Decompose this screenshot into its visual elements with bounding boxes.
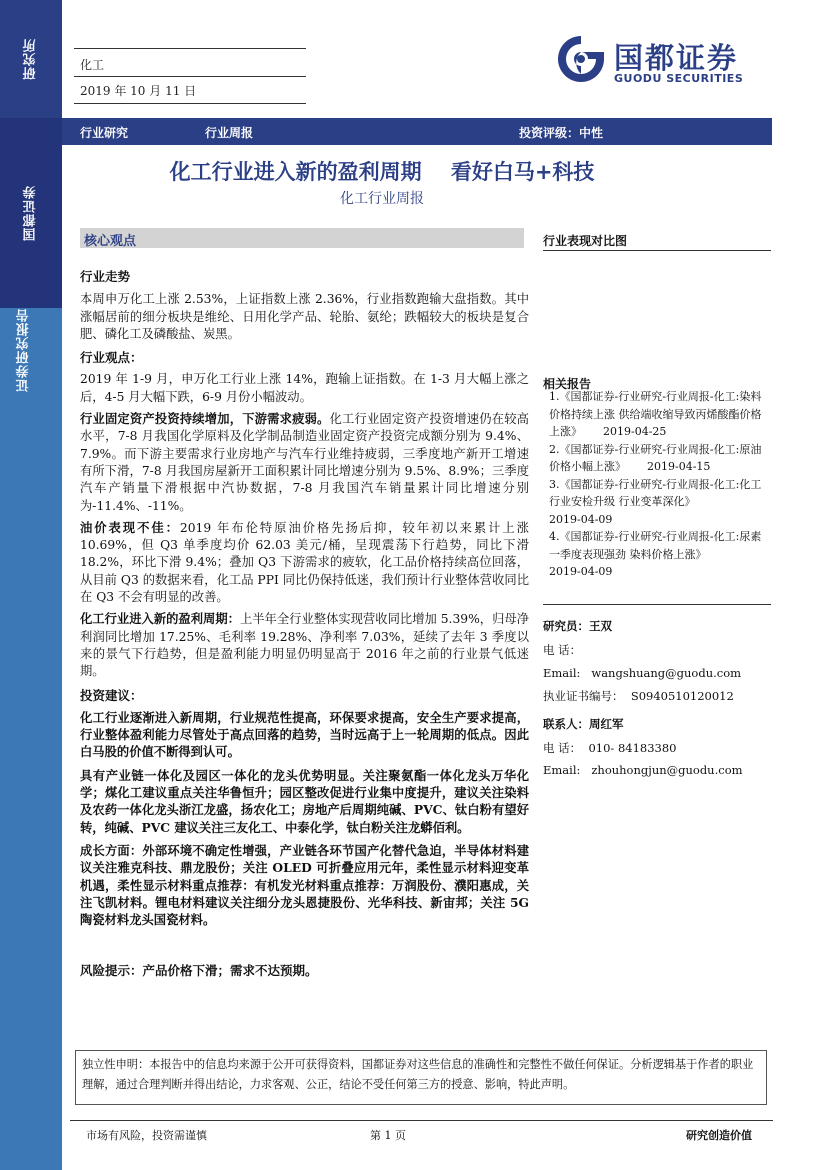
sidebar-report-label: 证券研究报告: [0, 308, 62, 1170]
footer-slogan: 研究创造价值: [686, 1129, 752, 1142]
header-category: 化工: [80, 58, 105, 72]
advice-title: 投资建议：: [80, 687, 143, 703]
trend-text: 本周申万化工上涨 2.53%，上证指数上涨 2.36%，行业指数跑输大盘指数。其中涨幅居前的细分板块是维纶、日用化学产品、轮胎、氨纶；跌幅较大的板块是复合肥、磷化工及磷酸盐、炭黑。: [80, 292, 529, 341]
advice-p2: 具有产业链一体化及园区一体化的龙头优势明显。关注聚氨酯一体化龙头万华化学；煤化工建议重点关注华鲁恒升；园区整改促进行业集中度提升，建议关注染料及农药一体化龙头浙江龙盛，扬农化工；房地产后周期纯碱、PVC、钛白粉有望好转，纯碱、PVC 建议关注三友化工、中泰化学，钛白粉关注龙蟒佰利。: [80, 767, 529, 835]
related-reports-list: [549, 388, 771, 581]
core-view-box: [80, 228, 524, 248]
cycle-text: 上半年全行业整体实现营收同比增加 5.39%，归母净利润同比增加 17.25%、毛利率 19.28%、净利率 7.03%，延续了去年 3 季度以来的景气下行趋势，但是盈利能力明显仍明显高于 2016 年之前的行业景气低迷期。: [80, 612, 529, 679]
invest-lead: 行业固定资产投资持续增加，下游需求疲弱。: [80, 411, 330, 427]
company-logo: [556, 34, 756, 94]
header-rule-bottom: [74, 103, 306, 104]
band-type: 行业研究: [80, 126, 129, 140]
analyst-name: 研究员：王双: [543, 619, 612, 633]
cycle-paragraph: [80, 610, 529, 680]
compare-rule: [543, 250, 771, 251]
logo-name-cn: 国都证券: [614, 41, 739, 75]
view-title: 行业观点：: [80, 350, 143, 366]
trend-title: 行业走势: [80, 269, 131, 284]
related-title: 相关报告: [543, 377, 592, 391]
disclaimer-box: 独立性申明：本报告中的信息均来源于公开可获得资料，国都证券对这些信息的准确性和完整性不做任何保证。分析逻辑基于作者的职业理解，通过合理判断并得出结论，力求客观、公正，结论不受任何第三方的授意、影响，特此声明。: [75, 1050, 767, 1105]
header-rule-mid: [74, 76, 306, 77]
analyst-license: 执业证书编号： S0940510120012: [543, 689, 734, 703]
core-view-label: 核心观点: [84, 234, 137, 249]
footer-risk-note: 市场有风险，投资需谨慎: [86, 1129, 207, 1142]
related-item[interactable]: 3.《国都证券-行业研究-行业周报-化工:化工行业安检升级 行业变革深化》 2019-04-09: [549, 477, 762, 526]
risk-warning: 风险提示：产品价格下滑；需求不达预期。: [80, 963, 318, 978]
compare-chart-title: 行业表现对比图: [543, 234, 628, 248]
related-item[interactable]: 4.《国都证券-行业研究-行业周报-化工:尿素一季度表现强劲 染料价格上涨》 2019-04-09: [549, 530, 762, 578]
band-subtype: 行业周报: [205, 126, 254, 140]
advice-p1: 化工行业逐渐进入新周期，行业规范性提高，环保要求提高，安全生产要求提高，行业整体盈利能力尽管处于高点回落的趋势，当时远高于上一轮周期的低点。因此白马股的价值不断得到认可。: [80, 709, 529, 760]
oil-paragraph: [80, 519, 529, 606]
analyst-email: Email: wangshuang@guodu.com: [543, 666, 742, 680]
main-body: [80, 268, 529, 928]
report-type-band: [62, 118, 772, 145]
advice-p3: 成长方面：外部环境不确定性增强，产业链各环节国产化替代急迫，半导体材料建议关注雅克科技、鼎龙股份；关注 OLED 可折叠应用元年，柔性显示材料迎变革机遇，柔性显示材料重点推荐：有机发光材料重点推荐：万润股份、濮阳惠成，关注飞凯材料。锂电材料建议关注细分龙头恩捷股份、光华科技、新宙邦；关注 5G 陶瓷材料龙头国瓷材料。: [80, 842, 529, 928]
related-item[interactable]: 2.《国都证券-行业研究-行业周报-化工:原油价格小幅上涨》 2019-04-15: [549, 442, 762, 473]
report-title: 化工行业进入新的盈利周期 看好白马+科技: [169, 160, 595, 184]
contact-phone: 电 话： 010- 84183380: [543, 741, 677, 755]
contact-name: 联系人：周红军: [543, 717, 624, 731]
related-item[interactable]: 1.《国都证券-行业研究-行业周报-化工:染料价格持续上涨 供给端收缩导致丙烯酸酯价格上涨》 2019-04-25: [549, 390, 762, 438]
invest-text: 化工行业固定资产投资增速仍在较高水平，7-8 月我国化学原料及化学制品制造业固定资产投资完成额分别为 9.4%、7.9%。而下游主要需求行业房地产与汽车行业维持疲弱，三季度地产新开工增速有所下滑，7-8 月我国房屋新开工面积累计同比增速分别为 9.5%、8.9%；三季度汽车产销量下滑根据中汽协数据，7-8 月我国汽车销量累计同比增速分别为-11.4%、-11%。: [80, 412, 529, 513]
header-rule-top: [74, 48, 306, 49]
report-subtitle: 化工行业周报: [340, 191, 424, 207]
cycle-lead: 化工行业进入新的盈利周期：: [80, 611, 240, 627]
footer-rule: [70, 1120, 773, 1121]
analyst-phone: 电 话：: [543, 643, 582, 657]
view-text: 2019 年 1-9 月，申万化工行业上涨 14%，跑输上证指数。在 1-3 月大幅上涨之后，4-5 月大幅下跌，6-9 月份小幅波动。: [80, 372, 529, 404]
logo-mark-icon: [556, 34, 606, 84]
footer-page-number: 第 1 页: [370, 1129, 406, 1142]
sidebar-company-label: 国都证券: [0, 118, 62, 308]
oil-text: 2019 年布伦特原油价格先扬后抑，较年初以来累计上涨 10.69%，但 Q3 单季度均价 62.03 美元/桶，呈现震荡下行趋势，同比下滑 18.2%，环比下滑 9.4%；叠加 Q3 下游需求的疲软，化工品价格持续高位回落，从目前 Q3 的数据来看，化工品 PPI 同比仍保持低迷，我们预计行业整体营收同比在 Q3 不会有明显的改善。: [80, 520, 529, 605]
sidebar-research-label: 研究所: [0, 0, 62, 118]
related-rule: [543, 604, 771, 605]
oil-lead: 油价表现不佳：: [80, 519, 180, 535]
header-date: 2019 年 10 月 11 日: [80, 84, 197, 98]
band-rating: 投资评级：中性: [519, 126, 604, 140]
logo-name-en: GUODU SECURITIES: [614, 72, 744, 85]
invest-paragraph: [80, 410, 529, 515]
contact-email: Email: zhouhongjun@guodu.com: [543, 763, 743, 777]
